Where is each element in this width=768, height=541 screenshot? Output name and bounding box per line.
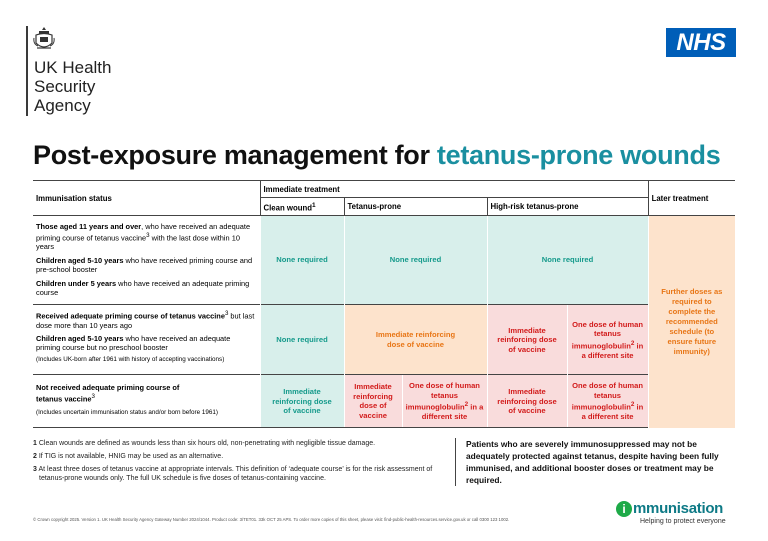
row2-clean-cell: None required xyxy=(260,305,344,375)
row1-p1-sup: 3 xyxy=(146,232,150,239)
immunisation-logo xyxy=(616,500,741,530)
footnote-3 xyxy=(33,465,443,483)
footnote-2 xyxy=(33,452,443,461)
row2-p1-rest: but last dose more than 10 years ago xyxy=(36,311,255,330)
row2-highrisk-tig-cell xyxy=(567,305,648,375)
row3-tetanus-tig-cell xyxy=(402,375,487,428)
row2-tig-sup: 2 xyxy=(630,339,635,347)
row3-note: (Includes uncertain immunisation status and/or born before 1961) xyxy=(36,408,219,416)
status-row-3 xyxy=(33,375,260,428)
clean-wound-sup: 1 xyxy=(312,201,316,209)
footnote-1 xyxy=(33,439,443,448)
org-line-1: UK Health xyxy=(34,58,112,77)
row3-hr-tig-end: in a different site xyxy=(581,402,644,422)
footnote-2-text: If TIG is not available, HNIG may be used as an alternative. xyxy=(36,453,224,460)
ukhsa-logo-text xyxy=(34,58,111,115)
row2-tig-end: in a different site xyxy=(581,341,644,360)
footnotes xyxy=(33,439,443,487)
later-treatment-cell: Further doses as required to complete the recommended schedule (to ensure future immunity) xyxy=(648,216,735,428)
row3-tet-tig-sup: 2 xyxy=(464,401,469,409)
row2-note: (Includes UK-born after 1961 with history of accepting vaccinations) xyxy=(36,355,225,363)
immunisation-tagline: Helping to protect everyone xyxy=(640,518,726,525)
row1-clean-cell: None required xyxy=(260,216,344,305)
row3-tetanus-vaccine-cell: Immediate reinforcing dose of vaccine xyxy=(344,375,402,428)
row3-p1-sup: 3 xyxy=(91,393,95,401)
status-row-1 xyxy=(33,216,260,305)
row1-p2-rest: who have received priming course and pre-school booster xyxy=(36,256,253,275)
header-high-risk: High-risk tetanus-prone xyxy=(487,198,648,216)
row1-tetanus-cell: None required xyxy=(344,216,487,305)
row1-highrisk-cell: None required xyxy=(487,216,648,305)
header-clean-wound xyxy=(260,198,344,216)
header-tetanus-prone: Tetanus-prone xyxy=(344,198,487,216)
row2-tetanus-cell: Immediate reinforcing dose of vaccine xyxy=(344,305,487,375)
row1-p2-bold: Children aged 5-10 years xyxy=(36,256,124,266)
footnote-1-text: Clean wounds are defined as wounds less than six hours old, non-penetrating with negligible tissue damage. xyxy=(36,440,376,447)
org-line-3: Agency xyxy=(34,96,91,115)
clean-wound-label: Clean wound xyxy=(263,203,313,213)
row3-hr-tig-sup: 2 xyxy=(630,401,635,409)
org-line-2: Security xyxy=(34,77,96,96)
row3-highrisk-vaccine-cell: Immediate reinforcing dose of vaccine xyxy=(487,375,567,428)
immunisation-i-icon: i xyxy=(616,501,632,517)
row1-p3-bold: Children under 5 years xyxy=(36,279,117,289)
title-prefix: Post-exposure management for xyxy=(33,140,437,170)
header-immunisation-status: Immunisation status xyxy=(33,181,260,216)
row2-p2-bold: Children aged 5-10 years xyxy=(36,333,124,343)
row1-p1-end: with the last dose within 10 years xyxy=(36,233,240,252)
row2-p2-rest: who have received an adequate priming course but no preschool booster xyxy=(36,333,231,352)
footnote-3-text: At least three doses of tetanus vaccine at appropriate intervals. This definition of ‘adequate course’ is for the risk assessment of tetanus-prone wounds only. The full UK schedule is five doses of tetanus-containing vaccine. xyxy=(36,466,433,482)
row1-p3-rest: who have received an adequate priming course xyxy=(36,279,250,298)
row3-tet-tig-text: One dose of human tetanus immunoglobulin xyxy=(405,381,480,412)
tetanus-management-table xyxy=(33,180,735,428)
footnote-3-num: 3 xyxy=(33,466,37,473)
row1-p1-rest: , who have received an adequate priming course of tetanus vaccine xyxy=(36,222,251,243)
row3-p1-bold: Not received adequate priming course of tetanus vaccine xyxy=(36,383,180,404)
immunosuppressed-warning: Patients who are severely immunosuppressed may not be adequately protected against tetanus, despite having been fully immunised, and additional booster doses or treatment may be required. xyxy=(455,438,740,486)
row2-p1-bold: Received adequate priming course of tetanus vaccine xyxy=(36,311,225,321)
footnote-1-num: 1 xyxy=(33,440,37,447)
header-divider xyxy=(26,26,28,116)
header-later-treatment: Later treatment xyxy=(648,181,735,216)
row3-hr-tig-text: One dose of human tetanus immunoglobulin xyxy=(571,381,643,412)
copyright-line: © Crown copyright 2025. Version 1. UK Health Security Agency Gateway Number 2024/1044. Product code: 3/TET01. 33k OCT 25 APS. To order more copies of this sheet, please visit: find-public-health-resources.service.gov.uk or call 0300 123 1002. xyxy=(33,517,510,522)
row2-p1-sup: 3 xyxy=(224,310,229,318)
row1-p1-bold: Those aged 11 years and over xyxy=(36,222,142,231)
footnote-2-num: 2 xyxy=(33,453,37,460)
row3-tet-tig-end: in a different site xyxy=(421,402,484,422)
row2-tig-text: One dose of human tetanus immunoglobulin xyxy=(571,319,643,351)
row3-clean-cell: Immediate reinforcing dose of vaccine xyxy=(260,375,344,428)
royal-crest-icon xyxy=(33,26,55,52)
page-title xyxy=(33,140,720,171)
header-immediate-treatment: Immediate treatment xyxy=(260,181,648,198)
immunisation-wordmark: mmunisation xyxy=(633,500,724,517)
title-accent: tetanus-prone wounds xyxy=(436,140,721,170)
nhs-logo: NHS xyxy=(666,28,736,57)
row3-highrisk-tig-cell xyxy=(567,375,648,428)
status-row-2 xyxy=(33,305,260,375)
row2-highrisk-vaccine-cell: Immediate reinforcing dose of vaccine xyxy=(487,305,567,375)
